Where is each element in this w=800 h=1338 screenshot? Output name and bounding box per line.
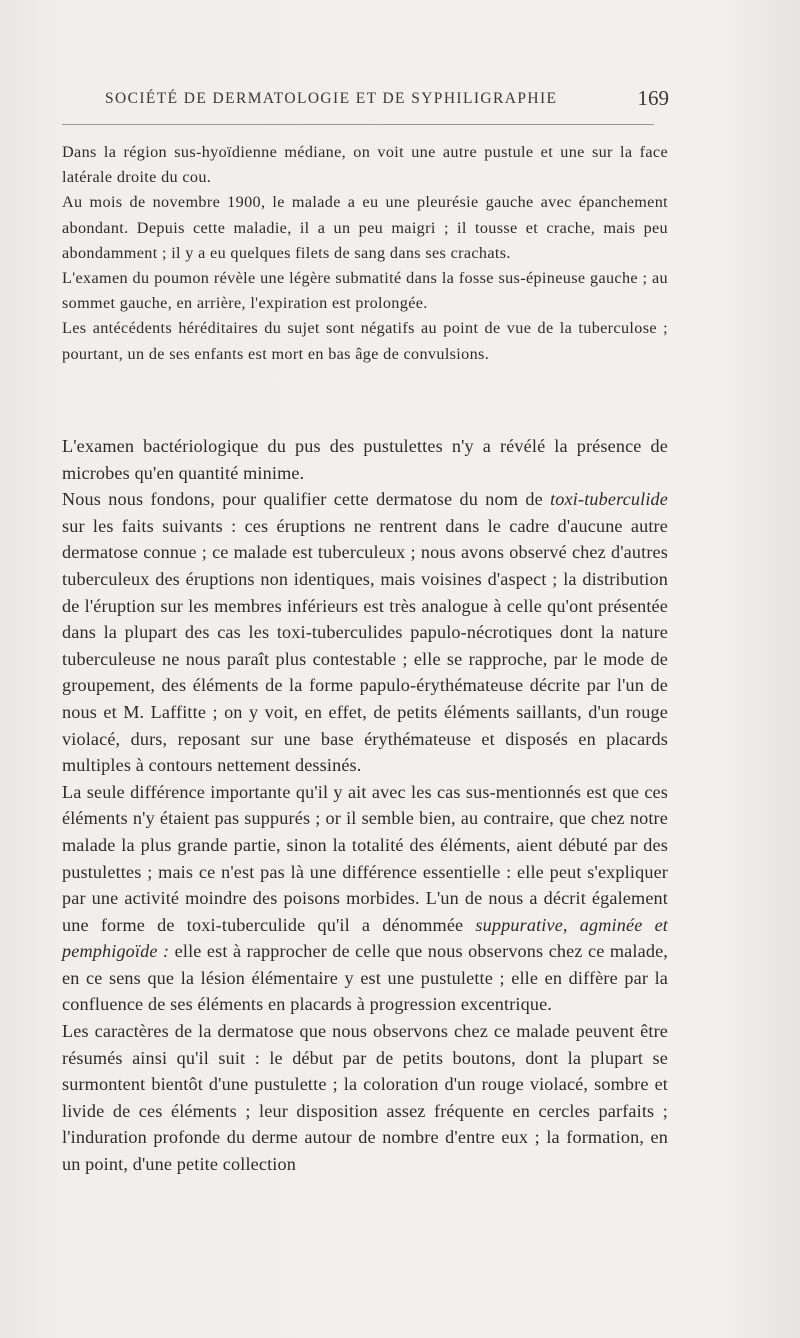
paragraph-text: elle est à rapprocher de celle que nous observons chez ce malade, en ce sens que la lésion élémentaire y est une pustulette ; elle en diffère par la confluence de ses éléments en placards à progression excentrique.	[62, 941, 668, 1015]
paragraph: Les antécédents héréditaires du sujet sont négatifs au point de vue de la tuberculose ; pourtant, un de ses enfants est mort en bas âge de convulsions.	[62, 319, 668, 363]
observation-notes	[62, 140, 668, 367]
italic-term: toxi-tuberculide	[550, 489, 668, 510]
page-number: 169	[637, 86, 669, 110]
paragraph	[62, 779, 668, 1018]
paragraph: Les caractères de la dermatose que nous observons chez ce malade peuvent être résumés ainsi qu'il suit : le début par de petits boutons, dont la plupart se surmontent bientôt d'une pustulette ; la coloration d'un rouge violacé, sombre et livide de ces éléments ; leur disposition assez fréquente en cercles parfaits ; l'induration profonde du derme autour de nombre d'entre eux ; la formation, en un point, d'une petite collection	[62, 1021, 668, 1175]
header-rule	[62, 124, 654, 125]
paragraph: Au mois de novembre 1900, le malade a eu une pleurésie gauche avec épanchement abondant. Depuis cette maladie, il a un peu maigri ; il tousse et crache, mais peu abondamment ; il y a eu quelques filets de sang dans ses crachats.	[62, 193, 668, 262]
paragraph: Dans la région sus-hyoïdienne médiane, on voit une autre pustule et une sur la face latérale droite du cou.	[62, 143, 668, 187]
italic-term: suppurative, agminée et pemphigoïde :	[62, 914, 668, 962]
discussion-text	[62, 433, 668, 1178]
paragraph: L'examen bactériologique du pus des pustulettes n'y a révélé la présence de microbes qu'en quantité minime.	[62, 436, 668, 483]
paragraph-text: Nous nous fondons, pour qualifier cette dermatose du nom de	[62, 489, 551, 510]
page-header	[105, 86, 669, 114]
paragraph	[62, 486, 668, 779]
paragraph-text: sur les faits suivants : ces éruptions ne rentrent dans le cadre d'aucune autre dermatose connue ; ce malade est tuberculeux ; nous avons observé chez d'autres tuberculeux des éruptions non identiques, mais voisines d'aspect ; la distribution de l'éruption sur les membres inférieurs est très analogue à celle qu'ont présentée dans la plupart des cas les toxi-tuberculides papulo-nécrotiques dont la nature tuberculeuse ne nous paraît plus contestable ; elle se rapproche, par le mode de groupement, des éléments de la forme papulo-érythémateuse décrite par l'un de nous et M. Laffitte ; on y voit, en effet, de petits éléments saillants, d'un rouge violacé, durs, reposant sur une base érythémateuse et disposés en placards multiples à contours nettement dessinés.	[62, 515, 668, 776]
paragraph: L'examen du poumon révèle une légère submatité dans la fosse sus-épineuse gauche ; au sommet gauche, en arrière, l'expiration est prolongée.	[62, 269, 668, 313]
running-title: SOCIÉTÉ DE DERMATOLOGIE ET DE SYPHILIGRAPHIE	[105, 90, 558, 107]
paragraph-text: La seule différence importante qu'il y ait avec les cas sus-mentionnés est que ces éléments n'y étaient pas suppurés ; or il semble bien, au contraire, que chez notre malade la plus grande partie, sinon la totalité des éléments, aient débuté par des pustulettes ; mais ce n'est pas là une différence essentielle : elle peut s'expliquer par une activité moindre des poisons morbides. L'un de nous a décrit également une forme de toxi-tuberculide qu'il a dénommée	[62, 781, 668, 935]
